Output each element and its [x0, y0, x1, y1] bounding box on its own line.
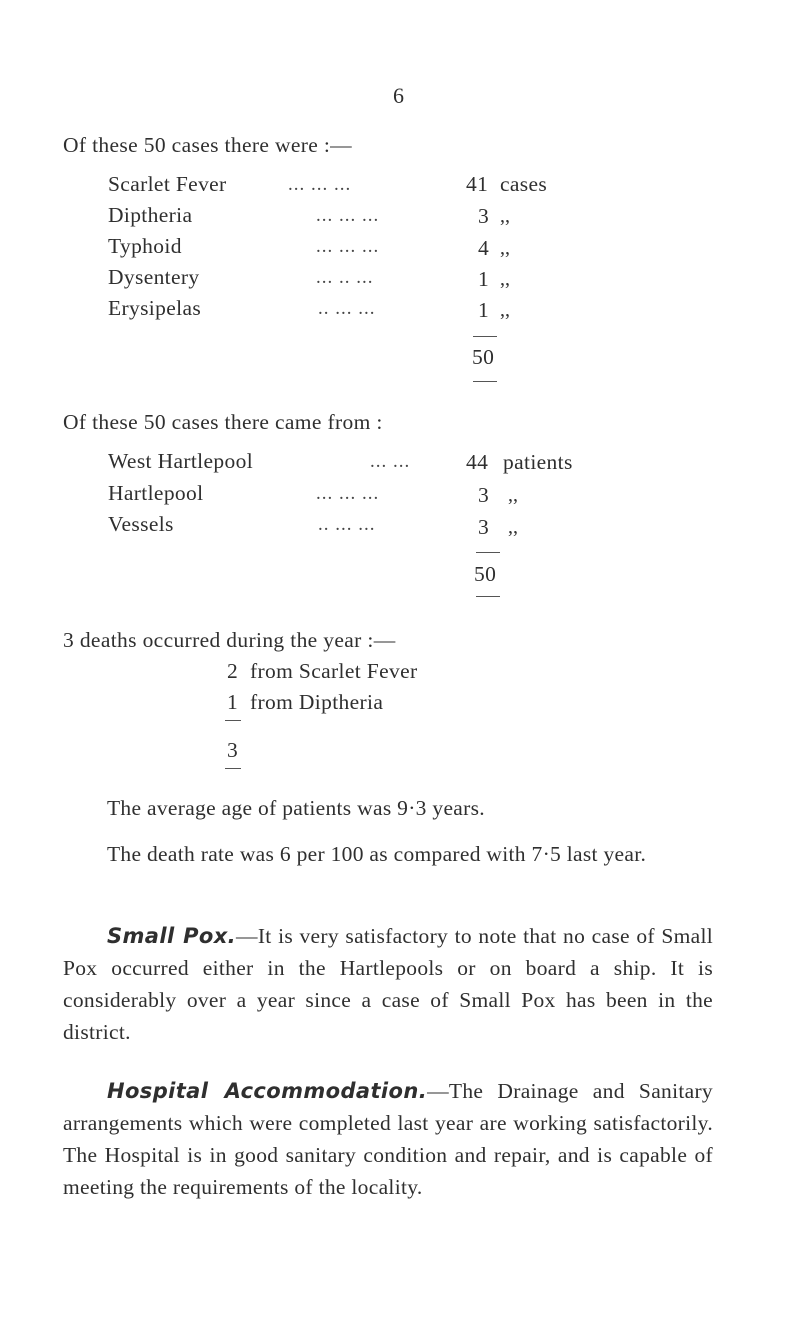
case-count: 3: [478, 204, 490, 228]
death-rate-paragraph: [63, 838, 713, 870]
average-age-text: The average age of patients was 9·3 years.: [107, 796, 485, 820]
case-unit: cases: [500, 172, 548, 196]
divider: [476, 596, 500, 597]
disease-name: Scarlet Fever: [108, 172, 227, 196]
origin-count: 3: [478, 483, 490, 507]
death-count: 2: [227, 659, 239, 683]
leader-dots: .. ... ...: [318, 514, 376, 535]
cases-intro: Of these 50 cases there were :—: [63, 133, 353, 157]
divider: [473, 381, 497, 382]
small-pox-section: [63, 920, 713, 1048]
divider: [225, 768, 241, 769]
leader-dots: .. ... ...: [318, 298, 376, 319]
leader-dots: ... ...: [370, 451, 411, 472]
origin-count: 3: [478, 515, 490, 539]
leader-dots: ... ... ...: [288, 174, 352, 195]
leader-dots: ... ... ...: [316, 205, 380, 226]
origin-count: 44: [466, 450, 489, 474]
origins-intro: Of these 50 cases there came from :: [63, 410, 383, 434]
case-unit: ,,: [500, 299, 510, 321]
origin-unit: patients: [503, 450, 573, 474]
case-count: 1: [478, 267, 490, 291]
origin-place: West Hartlepool: [108, 449, 254, 473]
case-count: 41: [466, 172, 489, 196]
death-cause: from Diptheria: [250, 690, 384, 714]
hospital-paragraph: [63, 1075, 713, 1203]
leader-dots: ... ... ...: [316, 236, 380, 257]
disease-name: Diptheria: [108, 203, 193, 227]
death-cause: from Scarlet Fever: [250, 659, 418, 683]
origin-unit: ,,: [508, 516, 518, 538]
case-count: 1: [478, 298, 490, 322]
deaths-total: 3: [227, 738, 239, 762]
page-number: 6: [393, 83, 404, 108]
disease-name: Erysipelas: [108, 296, 202, 320]
hospital-text: —The Drainage and Sanitary arrangements which were completed last year are working satisfactorily. The Hospital is in good sanitary condition and repair, and is capable of meeting the requirements of the locality.: [63, 1079, 713, 1199]
origins-total: 50: [474, 562, 497, 586]
death-count: 1: [227, 690, 239, 714]
origin-unit: ,,: [508, 484, 518, 506]
divider: [225, 720, 241, 721]
disease-name: Typhoid: [108, 234, 182, 258]
leader-dots: ... ... ...: [316, 483, 380, 504]
deaths-intro: 3 deaths occurred during the year :—: [63, 628, 396, 652]
death-rate-text: The death rate was 6 per 100 as compared with 7·5 last year.: [107, 842, 647, 866]
case-unit: ,,: [500, 268, 510, 290]
hospital-section: [63, 1075, 713, 1203]
case-unit: ,,: [500, 205, 510, 227]
disease-name: Dysentery: [108, 265, 200, 289]
small-pox-heading: Small Pox.: [107, 924, 237, 948]
hospital-heading: Hospital Accommodation.: [107, 1079, 428, 1103]
divider: [476, 552, 500, 553]
leader-dots: ... .. ...: [316, 267, 374, 288]
small-pox-text: —It is very satisfactory to note that no case of Small Pox occurred either in the Hartlepools or on board a ship. It is considerably over a year since a case of Small Pox has been in the district.: [63, 924, 713, 1044]
origin-place: Hartlepool: [108, 481, 204, 505]
origin-place: Vessels: [108, 512, 174, 536]
case-count: 4: [478, 236, 490, 260]
divider: [473, 336, 497, 337]
small-pox-paragraph: [63, 920, 713, 1048]
cases-total: 50: [472, 345, 495, 369]
case-unit: ,,: [500, 237, 510, 259]
average-age-paragraph: [63, 792, 713, 824]
